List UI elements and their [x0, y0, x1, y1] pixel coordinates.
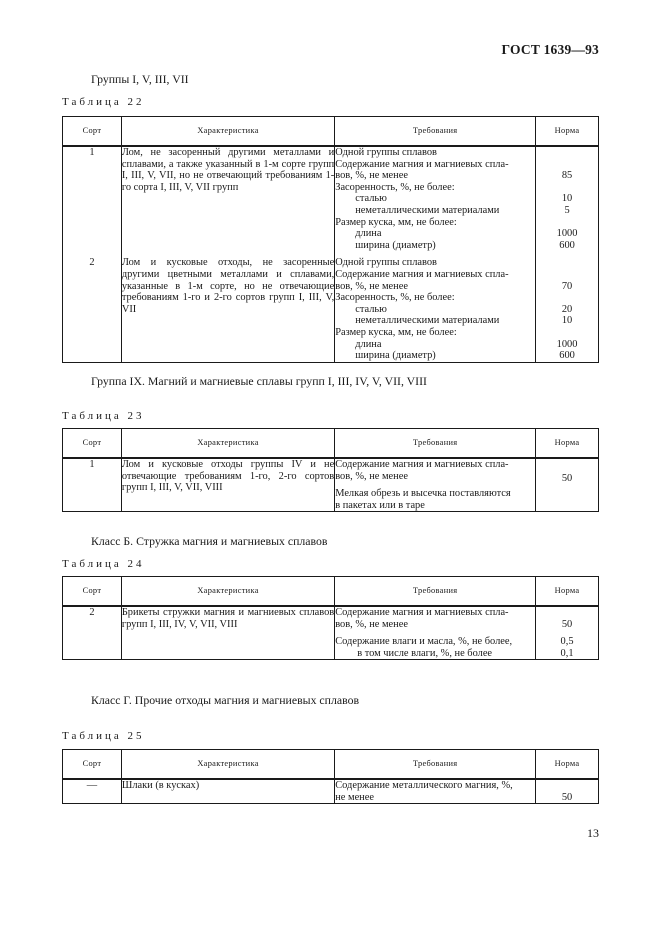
- col-header-characteristic: Характеристика: [121, 750, 334, 780]
- norm-cell: [536, 146, 599, 257]
- req-line: не менее: [335, 791, 374, 803]
- section-title-groups: Группы I, V, III, VII: [91, 72, 189, 86]
- norm-value: 1000: [556, 228, 578, 240]
- characteristic-cell: Шлаки (в кусках): [121, 779, 334, 804]
- req-line: Засоренность, %, не более:: [335, 292, 455, 304]
- table-25: [62, 749, 599, 804]
- col-header-characteristic: Характеристика: [121, 429, 334, 459]
- norm-value: [536, 257, 598, 269]
- table-row: [63, 146, 599, 257]
- norm-cell: [536, 606, 599, 660]
- col-header-requirements: Требования: [335, 750, 536, 780]
- characteristic-cell: Брикеты стружки магния и магниевых сплавов групп I, III, IV, V, VII, VIII: [121, 606, 334, 660]
- col-header-norm: Норма: [536, 577, 599, 607]
- col-header-requirements: Требования: [335, 577, 536, 607]
- sort-cell: 2: [63, 606, 122, 660]
- norm-value: [536, 269, 598, 281]
- norm-value: 0,1: [560, 647, 574, 659]
- req-line: Содержание металлического магния, %,: [335, 780, 513, 791]
- sort-cell: 1: [63, 146, 122, 257]
- req-line: в том числе влаги, %, не более: [357, 647, 493, 659]
- norm-value: 20: [561, 303, 573, 315]
- col-header-requirements: Требования: [335, 117, 536, 147]
- req-line: ширина (диаметр): [355, 239, 436, 251]
- req-line: Одной группы сплавов: [335, 257, 437, 269]
- req-line: Содержание магния и магниевых спла-: [335, 268, 509, 280]
- norm-value: 600: [559, 350, 575, 362]
- table-row: [63, 779, 599, 804]
- req-line: ширина (диаметр): [355, 350, 436, 362]
- req-line: неметаллическими материалами: [355, 204, 500, 216]
- section-title-group-9: Группа IX. Магний и магниевые сплавы групп I, III, IV, V, VII, VIII: [91, 374, 427, 388]
- table-22: [62, 116, 599, 363]
- col-header-sort: Сорт: [63, 750, 122, 780]
- norm-value: [536, 159, 598, 171]
- requirements-cell: [335, 458, 536, 512]
- requirements-cell: [335, 257, 536, 362]
- req-line: сталью: [355, 193, 387, 205]
- table-23: [62, 428, 599, 512]
- characteristic-cell: Лом, не засоренный другими металлами и сплавами, а также указанный в 1-м сорте групп I, III, V, VII, но не отвечающий требованиям 1-го сорта I, III, V, VII групп: [121, 146, 334, 257]
- col-header-characteristic: Характеристика: [121, 577, 334, 607]
- characteristic-cell: Лом и кусковые отходы, не засоренные другими цветными металлами и сплавами, указанные в 1-м сорте, но не отвечающие требованиям 1-го и 2-го сортов групп I, III, V, VII: [121, 257, 334, 362]
- col-header-sort: Сорт: [63, 117, 122, 147]
- characteristic-cell: Лом и кусковые отходы группы IV и не отвечающие требованиям 1-го, 2-го сортов групп I, III, V, VII, VIII: [121, 458, 334, 512]
- req-line: длина: [355, 228, 382, 240]
- req-line: вов, %, не менее: [335, 470, 408, 482]
- norm-value: 600: [559, 239, 575, 251]
- req-line: вов, %, не менее: [335, 280, 408, 292]
- req-line: Содержание влаги и масла, %, не более,: [335, 636, 513, 648]
- section-title-class-b: Класс Б. Стружка магния и магниевых сплавов: [91, 534, 328, 548]
- req-line: Размер куска, мм, не более:: [335, 216, 457, 228]
- req-line: Размер куска, мм, не более:: [335, 326, 457, 338]
- requirements-cell: [335, 606, 536, 660]
- table-24: [62, 576, 599, 660]
- norm-value: 0,5: [560, 636, 574, 648]
- norm-value: 10: [561, 193, 573, 205]
- table-23-label: Таблица 23: [62, 410, 145, 422]
- norm-value: 50: [561, 618, 573, 630]
- requirements-cell: [335, 146, 536, 257]
- req-line: сталью: [355, 303, 387, 315]
- norm-value: 1000: [556, 338, 578, 350]
- req-line: Засоренность, %, не более:: [335, 181, 455, 193]
- req-line: вов, %, не менее: [335, 170, 408, 182]
- norm-value: [536, 327, 598, 339]
- norm-value: 70: [561, 280, 573, 292]
- req-line: неметаллическими материалами: [355, 315, 500, 327]
- norm-cell: 50: [536, 458, 599, 512]
- norm-value: [536, 217, 598, 229]
- req-line: Одной группы сплавов: [335, 147, 437, 158]
- req-line: длина: [355, 338, 382, 350]
- sort-cell: 1: [63, 458, 122, 512]
- table-24-label: Таблица 24: [62, 558, 145, 570]
- req-block: [335, 636, 535, 659]
- page-number: 13: [587, 826, 599, 840]
- norm-value: 50: [561, 791, 573, 803]
- norm-value: 5: [564, 204, 570, 216]
- table-row: [63, 458, 599, 512]
- document-code: ГОСТ 1639—93: [501, 42, 599, 57]
- col-header-norm: Норма: [536, 429, 599, 459]
- req-line: вов, %, не менее: [335, 618, 408, 630]
- norm-value: 85: [561, 170, 573, 182]
- norm-value: [536, 292, 598, 304]
- sort-cell: 2: [63, 257, 122, 362]
- table-row: [63, 606, 599, 660]
- col-header-characteristic: Характеристика: [121, 117, 334, 147]
- norm-cell: [536, 257, 599, 362]
- section-title-class-g: Класс Г. Прочие отходы магния и магниевых сплавов: [91, 693, 360, 707]
- req-line: Содержание магния и магниевых спла-: [335, 607, 509, 618]
- req-line: Мелкая обрезь и высечка поставляются: [335, 488, 511, 500]
- norm-block: [536, 636, 598, 659]
- req-block: [335, 488, 535, 511]
- col-header-norm: Норма: [536, 750, 599, 780]
- norm-cell: [536, 779, 599, 804]
- req-line: в пакетах или в таре: [335, 499, 425, 511]
- norm-value: [536, 182, 598, 194]
- table-22-label: Таблица 22: [62, 96, 145, 108]
- table-row: [63, 257, 599, 362]
- sort-cell: —: [63, 779, 122, 804]
- req-line: Содержание магния и магниевых спла-: [335, 158, 509, 170]
- req-line: Содержание магния и магниевых спла-: [335, 459, 509, 470]
- norm-value: [536, 147, 598, 159]
- table-25-label: Таблица 25: [62, 730, 145, 742]
- col-header-sort: Сорт: [63, 577, 122, 607]
- col-header-sort: Сорт: [63, 429, 122, 459]
- norm-value: 10: [561, 315, 573, 327]
- col-header-requirements: Требования: [335, 429, 536, 459]
- col-header-norm: Норма: [536, 117, 599, 147]
- requirements-cell: [335, 779, 536, 804]
